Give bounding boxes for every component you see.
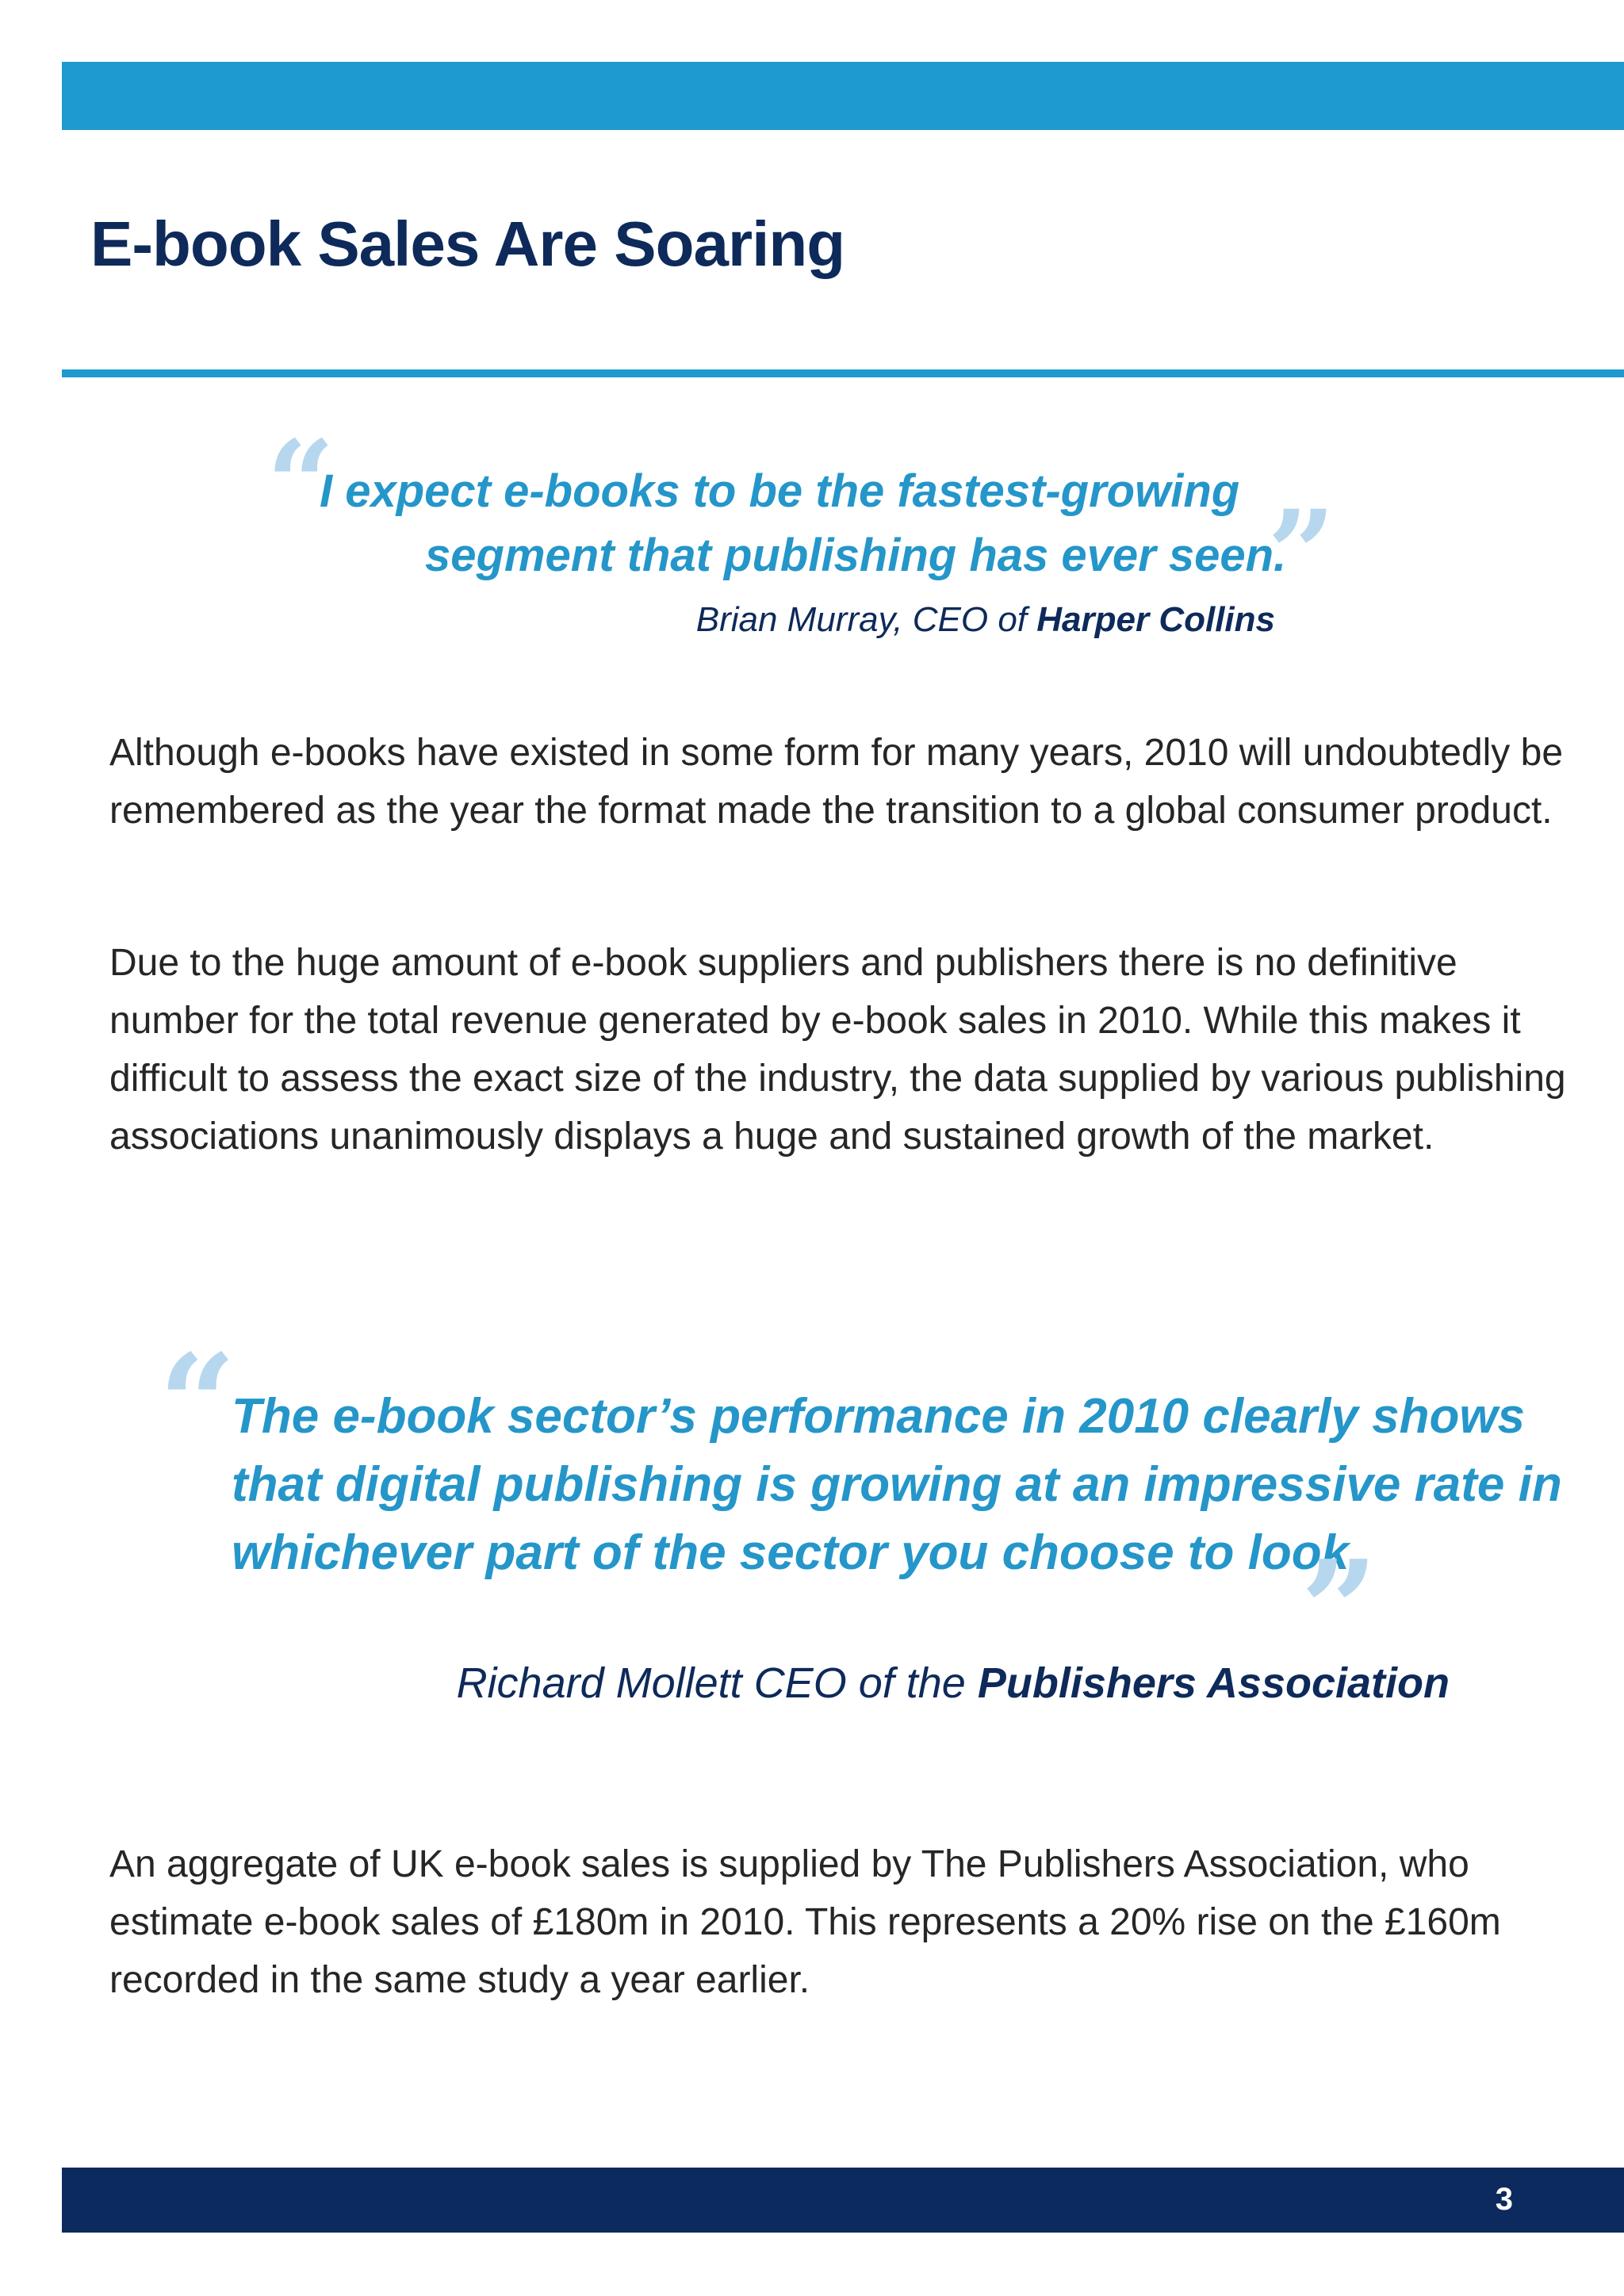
open-quote-icon: “ bbox=[159, 1325, 236, 1483]
quote-2-attribution-org: Publishers Association bbox=[977, 1659, 1450, 1707]
body-paragraph-2: Due to the huge amount of e-book suppliers and publishers there is no definitive number for the total revenue generated by e-book sales in 2010. While this makes it difficult to assess the exact size of the industry, the data supplied by various publishing associations unanimously displays a huge and sustained growth of the market. bbox=[109, 942, 1566, 1158]
body-paragraph-1: Although e-books have existed in some form for many years, 2010 will undoubtedly be remembered as the year the format made the transition to a global consumer product. bbox=[109, 732, 1564, 832]
page-title: E-book Sales Are Soaring bbox=[90, 209, 845, 279]
page-number: 3 bbox=[1495, 2182, 1513, 2217]
close-quote-icon: ” bbox=[1300, 1531, 1378, 1689]
body-paragraph-3: An aggregate of UK e-book sales is supplied by The Publishers Association, who estimate e-book sales of £180m in 2010. This represents a 20% rise on the £160m recorded in the same study a year earlier. bbox=[109, 1843, 1501, 2001]
footer-bar bbox=[62, 2168, 1624, 2233]
quote-2-line-2: that digital publishing is growing at an impressive rate in bbox=[232, 1457, 1562, 1512]
quote-2-line-1: The e-book sector’s performance in 2010 clearly shows bbox=[232, 1389, 1526, 1444]
quote-1-attribution-name: Brian Murray, CEO of bbox=[695, 600, 1037, 639]
close-quote-icon: ” bbox=[1267, 484, 1336, 624]
quote-1-attribution bbox=[695, 600, 1275, 639]
quote-1-line-2: segment that publishing has ever seen. bbox=[425, 530, 1287, 581]
quote-1-attribution-org: Harper Collins bbox=[1036, 600, 1275, 639]
quote-2-attribution-name: Richard Mollett CEO of the bbox=[456, 1659, 978, 1707]
quote-2-line-3: whichever part of the sector you choose to look. bbox=[232, 1525, 1363, 1580]
quote-2-attribution bbox=[456, 1659, 1450, 1707]
top-accent-bar bbox=[62, 62, 1624, 130]
title-divider bbox=[62, 369, 1624, 377]
open-quote-icon: “ bbox=[266, 415, 335, 554]
quote-1-line-1: I expect e-books to be the fastest-growing bbox=[320, 465, 1240, 517]
